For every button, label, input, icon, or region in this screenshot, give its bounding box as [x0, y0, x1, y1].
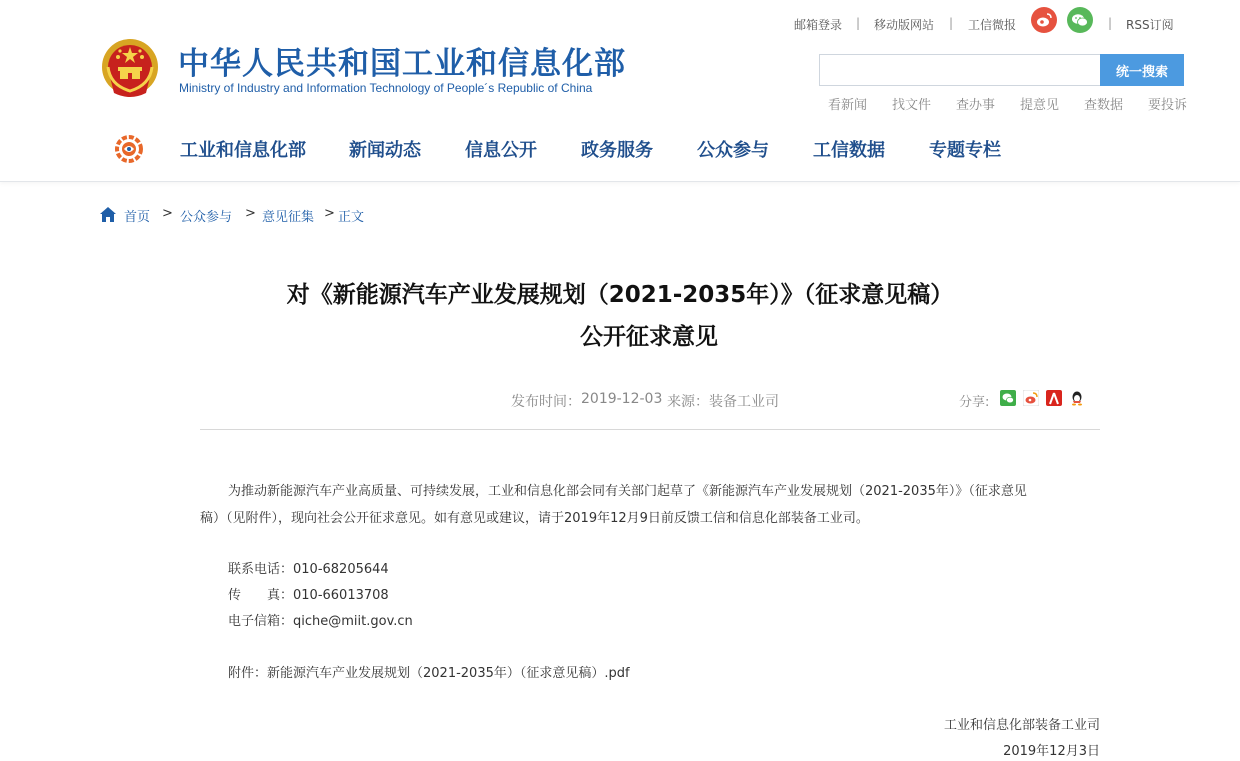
quick-link-complaints[interactable]: 要投诉	[1148, 98, 1188, 113]
miit-weibao-link[interactable]: 工信微报	[968, 18, 1017, 32]
signature-date: 2019年12月3日	[1003, 744, 1100, 759]
quick-link-documents[interactable]: 找文件	[892, 98, 932, 113]
breadcrumb-separator: >	[324, 206, 335, 221]
search-input[interactable]	[819, 54, 1101, 86]
article-title-line2: 公开征求意见	[580, 324, 718, 350]
breadcrumb-home[interactable]: 首页	[124, 210, 151, 225]
fax-value: 010-66013708	[293, 588, 389, 603]
site-subtitle: Ministry of Industry and Information Technology of People´s Republic of China	[179, 81, 593, 95]
email-value[interactable]: qiche@miit.gov.cn	[293, 614, 413, 629]
attachment-link[interactable]: 新能源汽车产业发展规划（2021-2035年）（征求意见稿）.pdf	[267, 666, 630, 681]
source-label: 来源：	[667, 394, 709, 410]
share-renren-icon[interactable]	[1046, 390, 1062, 406]
quick-link-services[interactable]: 查办事	[956, 98, 996, 113]
site-title[interactable]: 中华人民共和国工业和信息化部	[178, 46, 626, 82]
article-divider	[200, 429, 1100, 430]
home-icon[interactable]	[100, 207, 116, 222]
mobile-site-link[interactable]: 移动版网站	[874, 18, 935, 32]
rss-link[interactable]: RSS订阅	[1126, 18, 1174, 32]
nav-item-gov-services[interactable]: 政务服务	[581, 140, 653, 161]
phone-value: 010-68205644	[293, 562, 389, 577]
article-title: 对《新能源汽车产业发展规划（2021-2035年）》（征求意见稿）	[286, 282, 954, 308]
attachment-label: 附件：	[228, 666, 268, 681]
breadcrumb-public-participation[interactable]: 公众参与	[180, 210, 233, 225]
contact-phone	[228, 558, 389, 577]
site-header	[0, 0, 1240, 182]
breadcrumb-separator: >	[162, 206, 173, 221]
quick-link-suggestions[interactable]: 提意见	[1020, 98, 1060, 113]
wechat-icon[interactable]	[1067, 7, 1093, 33]
contact-email	[228, 610, 413, 629]
fax-label: 传 真：	[228, 588, 294, 603]
nav-item-info-disclosure[interactable]: 信息公开	[465, 140, 537, 161]
nav-item-miit-data[interactable]: 工信数据	[813, 140, 885, 161]
email-label: 电子信箱：	[228, 614, 294, 629]
miit-logo-icon[interactable]	[115, 135, 143, 163]
unified-search-button[interactable]: 统一搜索	[1100, 54, 1184, 86]
separator: |	[856, 16, 861, 30]
share-weibo-icon[interactable]	[1023, 390, 1039, 406]
publish-label: 发布时间：	[511, 394, 581, 410]
attachment	[228, 662, 630, 681]
nav-item-news[interactable]: 新闻动态	[349, 140, 421, 161]
separator: |	[949, 16, 954, 30]
mail-login-link[interactable]: 邮箱登录	[794, 18, 843, 32]
article-paragraph-line2: 稿）（见附件），现向社会公开征求意见。如有意见或建议，请于2019年12月9日前反馈工信和信息化部装备工业司。	[200, 511, 869, 526]
article-paragraph-line1: 为推动新能源汽车产业高质量、可持续发展，工业和信息化部会同有关部门起草了《新能源汽车产业发展规划（2021-2035年）》（征求意见	[228, 484, 1027, 499]
share-label: 分享:	[959, 395, 990, 410]
signature-org: 工业和信息化部装备工业司	[943, 718, 1100, 733]
source-value: 装备工业司	[709, 394, 779, 410]
breadcrumb-separator: >	[245, 206, 256, 221]
share-qq-icon[interactable]	[1069, 390, 1085, 406]
contact-fax	[228, 584, 389, 603]
publish-date: 2019-12-03	[581, 391, 663, 407]
phone-label: 联系电话：	[228, 562, 294, 577]
nav-item-public-participation[interactable]: 公众参与	[697, 140, 769, 161]
quick-link-data[interactable]: 查数据	[1084, 98, 1124, 113]
separator: |	[1108, 16, 1113, 30]
weibo-icon[interactable]	[1031, 7, 1057, 33]
breadcrumb-current: 正文	[338, 210, 365, 225]
nav-item-special-topics[interactable]: 专题专栏	[929, 140, 1001, 161]
breadcrumb-opinion-collection[interactable]: 意见征集	[262, 210, 315, 225]
quick-link-news[interactable]: 看新闻	[828, 98, 868, 113]
nav-item-miit[interactable]: 工业和信息化部	[180, 140, 306, 161]
share-wechat-icon[interactable]	[1000, 390, 1016, 406]
national-emblem-icon[interactable]	[100, 37, 160, 101]
